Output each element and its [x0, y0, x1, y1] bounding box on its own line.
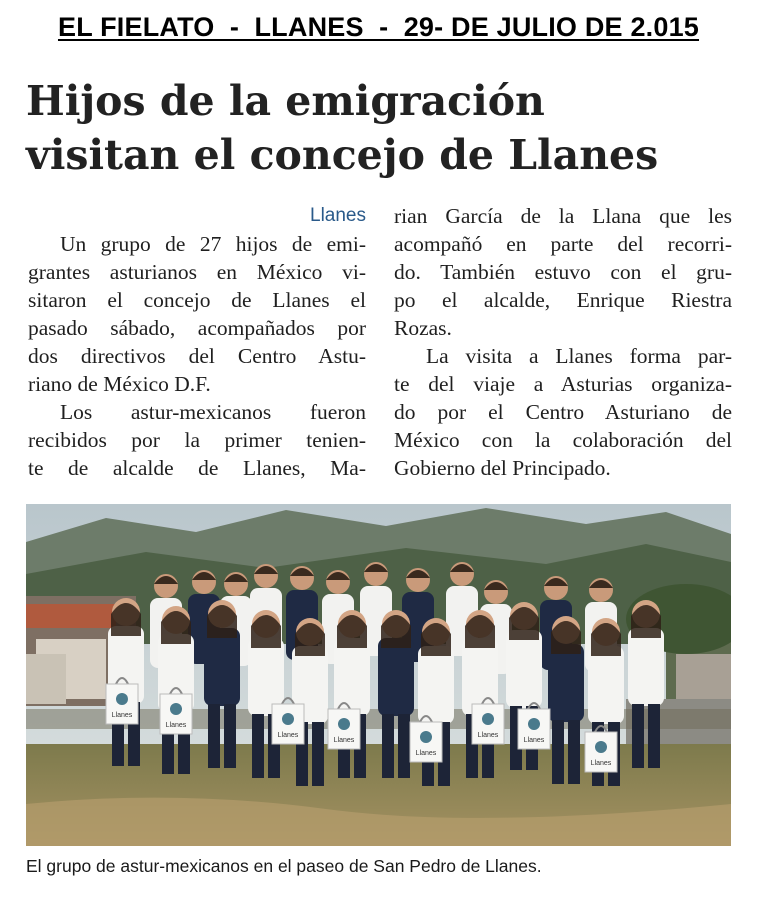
tote-bag: [106, 678, 138, 724]
group-photo: [26, 504, 731, 846]
tote-bag: [585, 726, 617, 772]
article-column-1: [28, 202, 366, 482]
tote-bag-label: Llanes: [165, 722, 187, 729]
body-line: sitaron el concejo de Llanes el: [28, 288, 366, 312]
tote-bag: [160, 688, 192, 734]
body-line: Gobierno del Principado.: [394, 456, 611, 480]
tote-bag-label: Llanes: [277, 732, 299, 739]
body-line: México con la colaboración del: [394, 428, 732, 452]
photo-caption: El grupo de astur-mexicanos en el paseo de San Pedro de Llanes.: [26, 856, 542, 876]
body-line: recibidos por la primer tenien-: [28, 428, 366, 452]
body-line: dos directivos del Centro Astu-: [28, 344, 366, 368]
body-line: te de alcalde de Llanes, Ma-: [28, 456, 366, 480]
body-line: La visita a Llanes forma par-: [426, 344, 732, 368]
body-line: te del viaje a Asturias organiza-: [394, 372, 732, 396]
body-line: Rozas.: [394, 316, 452, 340]
group-photo-illustration: [26, 504, 731, 846]
headline-line-2: visitan el concejo de Llanes: [26, 131, 659, 179]
article-column-2: [394, 202, 732, 482]
body-line: riano de México D.F.: [28, 372, 211, 396]
tote-bag-label: Llanes: [333, 737, 355, 744]
body-line: do por el Centro Asturiano de: [394, 400, 732, 424]
body-line: do. También estuvo con el gru-: [394, 260, 732, 284]
body-line: grantes asturianos en México vi-: [28, 260, 366, 284]
section-tag: Llanes: [310, 205, 366, 226]
tote-bag: [328, 703, 360, 749]
tote-bag: [272, 698, 304, 744]
body-line: acompañó en parte del recorri-: [394, 232, 732, 256]
headline-line-1: Hijos de la emigración: [26, 77, 545, 125]
tote-bag-label: Llanes: [111, 712, 133, 719]
tote-bag-label: Llanes: [590, 760, 612, 767]
tote-bag: [410, 716, 442, 762]
body-line: po el alcalde, Enrique Riestra: [394, 288, 732, 312]
body-line: Un grupo de 27 hijos de emi-: [60, 232, 366, 256]
tote-bag-label: Llanes: [523, 737, 545, 744]
masthead: EL FIELATO - LLANES - 29- DE JULIO DE 2.015: [57, 12, 700, 42]
headline: [26, 74, 746, 182]
body-line: rian García de la Llana que les: [394, 204, 732, 228]
tote-bag: [472, 698, 504, 744]
body-line: pasado sábado, acompañados por: [28, 316, 366, 340]
body-line: Los astur-mexicanos fueron: [60, 400, 366, 424]
tote-bag-label: Llanes: [477, 732, 499, 739]
tote-bag-label: Llanes: [415, 750, 437, 757]
tote-bag: [518, 703, 550, 749]
